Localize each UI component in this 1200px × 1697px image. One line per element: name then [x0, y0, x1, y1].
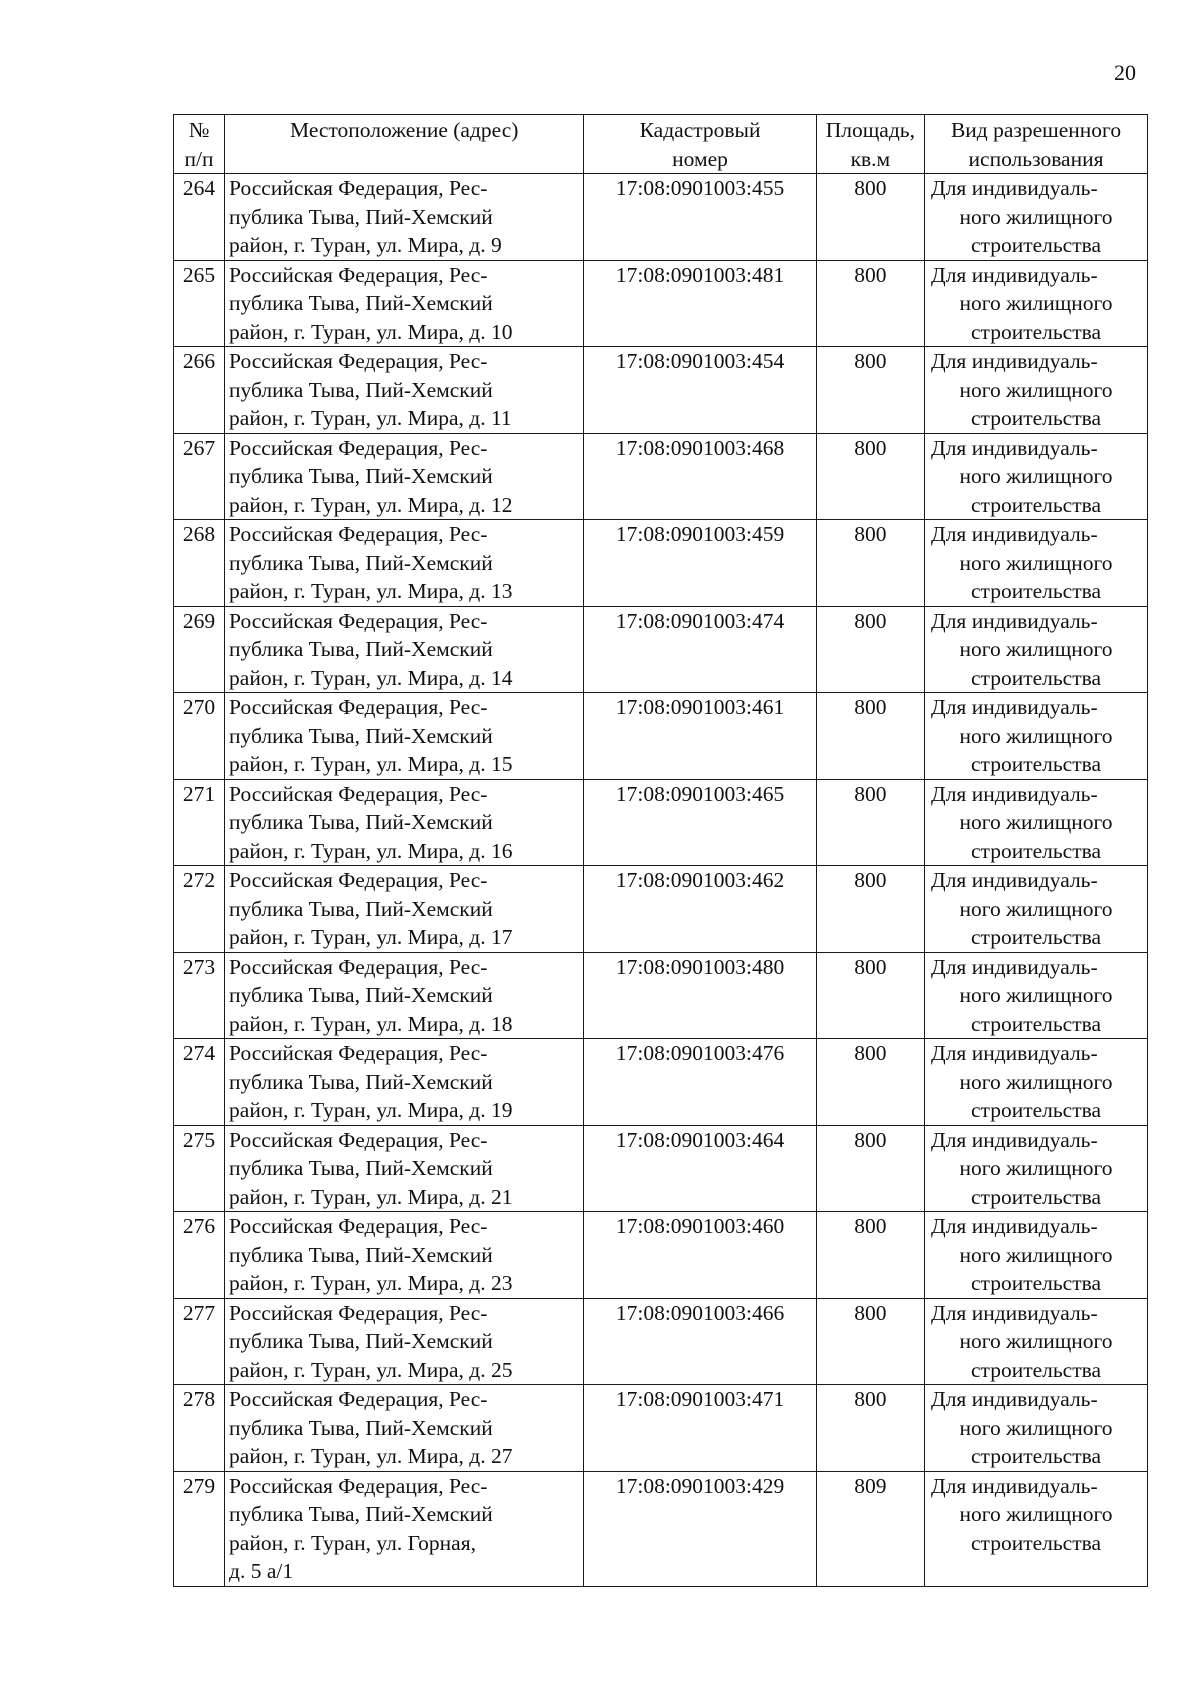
- header-use-line: использования: [968, 146, 1104, 171]
- header-cadastral-line: номер: [672, 146, 728, 171]
- row-number: 273: [182, 954, 216, 979]
- cadastral-number: 17:08:0901003:480: [615, 954, 785, 979]
- permitted-use-line: ного жилищного: [959, 896, 1113, 921]
- row-number-cell: [174, 866, 225, 953]
- address-cell: [225, 693, 584, 780]
- address-line: публика Тыва, Пий-Хемский: [229, 204, 493, 229]
- address-line: район, г. Туран, ул. Мира, д. 19: [229, 1098, 513, 1122]
- area-value: 800: [854, 781, 887, 806]
- area-cell: [816, 693, 924, 780]
- address-line: публика Тыва, Пий-Хемский: [229, 377, 493, 402]
- cadastral-cell: [584, 1298, 816, 1385]
- header-address: [225, 115, 584, 174]
- header-cadastral-line: Кадастровый: [639, 118, 761, 142]
- header-area-line: кв.м: [850, 146, 891, 171]
- cadastral-number: 17:08:0901003:462: [615, 868, 785, 892]
- permitted-use-cell: [925, 1385, 1148, 1472]
- permitted-use-line: Для индивидуаль-: [931, 1387, 1098, 1411]
- table-row: [174, 693, 1148, 780]
- permitted-use-line: ного жилищного: [959, 1415, 1113, 1440]
- address-line: район, г. Туран, ул. Горная,: [229, 1530, 476, 1555]
- permitted-use-line: ного жилищного: [959, 637, 1113, 661]
- permitted-use-line: ного жилищного: [959, 1069, 1113, 1094]
- address-cell: [225, 174, 584, 261]
- area-cell: [816, 1125, 924, 1212]
- cadastral-number: 17:08:0901003:474: [615, 608, 785, 633]
- cadastral-cell: [584, 1039, 816, 1126]
- area-value: 800: [854, 262, 887, 287]
- row-number-cell: [174, 779, 225, 866]
- address-line: Российская Федерация, Рес-: [229, 1214, 488, 1238]
- area-value: 800: [854, 1041, 887, 1065]
- area-cell: [816, 1471, 924, 1586]
- address-line: Российская Федерация, Рес-: [229, 695, 488, 719]
- address-line: публика Тыва, Пий-Хемский: [229, 1415, 493, 1440]
- address-line: Российская Федерация, Рес-: [229, 349, 488, 373]
- row-number: 267: [182, 435, 216, 460]
- row-number: 275: [182, 1127, 216, 1152]
- address-line: публика Тыва, Пий-Хемский: [229, 723, 493, 748]
- address-line: район, г. Туран, ул. Мира, д. 16: [229, 838, 513, 863]
- address-line: район, г. Туран, ул. Мира, д. 15: [229, 752, 513, 776]
- header-number-line: п/п: [184, 146, 214, 171]
- permitted-use-cell: [925, 520, 1148, 607]
- permitted-use-cell: [925, 606, 1148, 693]
- header-number-line: №: [188, 118, 210, 142]
- row-number: 277: [182, 1300, 216, 1325]
- permitted-use-cell: [925, 1039, 1148, 1126]
- cadastral-cell: [584, 1125, 816, 1212]
- address-line: публика Тыва, Пий-Хемский: [229, 637, 493, 661]
- table-row: [174, 866, 1148, 953]
- permitted-use-line: Для индивидуаль-: [931, 176, 1098, 200]
- table-row: [174, 952, 1148, 1039]
- address-cell: [225, 347, 584, 434]
- header-use: [925, 115, 1148, 174]
- address-line: Российская Федерация, Рес-: [229, 435, 488, 460]
- address-cell: [225, 952, 584, 1039]
- area-cell: [816, 1385, 924, 1472]
- cadastral-cell: [584, 952, 816, 1039]
- permitted-use-cell: [925, 866, 1148, 953]
- area-value: 800: [854, 522, 887, 546]
- table-row: [174, 347, 1148, 434]
- area-cell: [816, 606, 924, 693]
- cadastral-number: 17:08:0901003:466: [615, 1300, 785, 1325]
- address-line: Российская Федерация, Рес-: [229, 1127, 488, 1152]
- cadastral-number: 17:08:0901003:468: [615, 435, 785, 460]
- row-number-cell: [174, 260, 225, 347]
- permitted-use-line: ного жилищного: [959, 464, 1113, 488]
- area-value: 800: [854, 1387, 887, 1411]
- area-value: 800: [854, 349, 887, 373]
- address-line: район, г. Туран, ул. Мира, д. 11: [229, 406, 512, 430]
- permitted-use-cell: [925, 1125, 1148, 1212]
- row-number: 268: [182, 522, 216, 546]
- permitted-use-line: Для индивидуаль-: [931, 1300, 1098, 1325]
- address-line: Российская Федерация, Рес-: [229, 176, 488, 200]
- permitted-use-line: строительства: [971, 1357, 1102, 1382]
- area-cell: [816, 347, 924, 434]
- permitted-use-line: Для индивидуаль-: [931, 868, 1098, 892]
- permitted-use-line: строительства: [971, 1271, 1102, 1295]
- address-line: район, г. Туран, ул. Мира, д. 10: [229, 319, 513, 344]
- address-line: публика Тыва, Пий-Хемский: [229, 1242, 493, 1267]
- address-cell: [225, 866, 584, 953]
- cadastral-number: 17:08:0901003:455: [615, 176, 785, 200]
- permitted-use-cell: [925, 693, 1148, 780]
- permitted-use-line: строительства: [971, 752, 1102, 776]
- permitted-use-cell: [925, 1471, 1148, 1586]
- permitted-use-cell: [925, 1212, 1148, 1299]
- table-row: [174, 174, 1148, 261]
- permitted-use-line: ного жилищного: [959, 810, 1113, 834]
- cadastral-number: 17:08:0901003:465: [615, 781, 785, 806]
- area-value: 800: [854, 1214, 887, 1238]
- permitted-use-line: ного жилищного: [959, 1242, 1113, 1267]
- address-cell: [225, 260, 584, 347]
- cadastral-cell: [584, 866, 816, 953]
- table-row: [174, 260, 1148, 347]
- address-cell: [225, 1471, 584, 1586]
- permitted-use-line: Для индивидуаль-: [931, 262, 1098, 287]
- permitted-use-cell: [925, 433, 1148, 520]
- permitted-use-cell: [925, 779, 1148, 866]
- header-area: [816, 115, 924, 174]
- cadastral-cell: [584, 1471, 816, 1586]
- table-body: [174, 174, 1148, 1587]
- row-number: 272: [182, 868, 216, 892]
- row-number-cell: [174, 1298, 225, 1385]
- cadastral-cell: [584, 1385, 816, 1472]
- address-line: публика Тыва, Пий-Хемский: [229, 1069, 493, 1094]
- permitted-use-line: ного жилищного: [959, 204, 1113, 229]
- row-number: 276: [182, 1214, 216, 1238]
- row-number: 265: [182, 262, 216, 287]
- address-cell: [225, 1212, 584, 1299]
- area-value: 800: [854, 435, 887, 460]
- address-line: Российская Федерация, Рес-: [229, 1387, 488, 1411]
- header-use-line: Вид разрешенного: [950, 118, 1122, 142]
- area-value: 800: [854, 1127, 887, 1152]
- row-number: 266: [182, 349, 216, 373]
- permitted-use-cell: [925, 952, 1148, 1039]
- address-line: район, г. Туран, ул. Мира, д. 23: [229, 1271, 513, 1295]
- area-cell: [816, 1298, 924, 1385]
- permitted-use-line: строительства: [971, 1184, 1102, 1209]
- address-cell: [225, 1125, 584, 1212]
- cadastral-number: 17:08:0901003:471: [615, 1387, 785, 1411]
- table-row: [174, 606, 1148, 693]
- row-number-cell: [174, 1125, 225, 1212]
- cadastral-cell: [584, 520, 816, 607]
- address-line: публика Тыва, Пий-Хемский: [229, 983, 493, 1007]
- table-row: [174, 1125, 1148, 1212]
- cadastral-number: 17:08:0901003:464: [615, 1127, 785, 1152]
- cadastral-number: 17:08:0901003:459: [615, 522, 785, 546]
- permitted-use-line: строительства: [971, 1530, 1102, 1555]
- permitted-use-line: строительства: [971, 925, 1102, 949]
- address-line: Российская Федерация, Рес-: [229, 1300, 488, 1325]
- permitted-use-line: Для индивидуаль-: [931, 522, 1098, 546]
- permitted-use-line: Для индивидуаль-: [931, 435, 1098, 460]
- area-value: 800: [854, 1300, 887, 1325]
- address-cell: [225, 1298, 584, 1385]
- table-row: [174, 1385, 1148, 1472]
- row-number-cell: [174, 174, 225, 261]
- address-line: Российская Федерация, Рес-: [229, 868, 488, 892]
- address-line: публика Тыва, Пий-Хемский: [229, 1329, 493, 1353]
- address-cell: [225, 606, 584, 693]
- row-number: 278: [182, 1387, 216, 1411]
- row-number-cell: [174, 693, 225, 780]
- address-cell: [225, 433, 584, 520]
- permitted-use-line: строительства: [971, 665, 1102, 690]
- address-line: район, г. Туран, ул. Мира, д. 17: [229, 925, 513, 949]
- cadastral-cell: [584, 347, 816, 434]
- area-value: 800: [854, 176, 887, 200]
- cadastral-number: 17:08:0901003:454: [615, 349, 785, 373]
- address-line: публика Тыва, Пий-Хемский: [229, 1502, 493, 1526]
- address-line: публика Тыва, Пий-Хемский: [229, 464, 493, 488]
- cadastral-cell: [584, 606, 816, 693]
- permitted-use-line: ного жилищного: [959, 377, 1113, 402]
- address-line: Российская Федерация, Рес-: [229, 781, 488, 806]
- row-number: 274: [182, 1041, 216, 1065]
- table-header-row: [174, 115, 1148, 174]
- area-value: 800: [854, 868, 887, 892]
- area-value: 800: [854, 954, 887, 979]
- area-cell: [816, 520, 924, 607]
- row-number: 264: [182, 176, 216, 200]
- area-cell: [816, 433, 924, 520]
- table-row: [174, 433, 1148, 520]
- address-cell: [225, 1039, 584, 1126]
- page-number: 20: [1114, 60, 1136, 85]
- address-cell: [225, 1385, 584, 1472]
- permitted-use-line: Для индивидуаль-: [931, 1127, 1098, 1152]
- row-number-cell: [174, 606, 225, 693]
- area-cell: [816, 1212, 924, 1299]
- area-value: 800: [854, 695, 887, 719]
- row-number-cell: [174, 433, 225, 520]
- cadastral-number: 17:08:0901003:481: [615, 262, 785, 287]
- table-row: [174, 779, 1148, 866]
- permitted-use-cell: [925, 1298, 1148, 1385]
- permitted-use-line: ного жилищного: [959, 291, 1113, 315]
- address-line: публика Тыва, Пий-Хемский: [229, 896, 493, 921]
- address-line: публика Тыва, Пий-Хемский: [229, 1156, 493, 1180]
- address-cell: [225, 779, 584, 866]
- cadastral-cell: [584, 174, 816, 261]
- permitted-use-line: Для индивидуаль-: [931, 1041, 1098, 1065]
- header-cadastral: [584, 115, 816, 174]
- cadastral-number: 17:08:0901003:476: [615, 1041, 785, 1065]
- row-number: 271: [182, 781, 216, 806]
- address-line: район, г. Туран, ул. Мира, д. 12: [229, 492, 513, 517]
- address-line: Российская Федерация, Рес-: [229, 262, 488, 287]
- row-number-cell: [174, 1385, 225, 1472]
- permitted-use-line: ного жилищного: [959, 1329, 1113, 1353]
- permitted-use-cell: [925, 347, 1148, 434]
- table-row: [174, 1471, 1148, 1586]
- table-row: [174, 1212, 1148, 1299]
- cadastral-number: 17:08:0901003:460: [615, 1214, 785, 1238]
- row-number: 279: [182, 1473, 216, 1498]
- address-line: публика Тыва, Пий-Хемский: [229, 291, 493, 315]
- permitted-use-line: ного жилищного: [959, 1156, 1113, 1180]
- address-line: район, г. Туран, ул. Мира, д. 14: [229, 665, 513, 690]
- address-line: район, г. Туран, ул. Мира, д. 13: [229, 579, 513, 603]
- permitted-use-line: Для индивидуаль-: [931, 695, 1098, 719]
- area-cell: [816, 1039, 924, 1126]
- permitted-use-line: ного жилищного: [959, 550, 1113, 575]
- permitted-use-line: ного жилищного: [959, 1502, 1113, 1526]
- area-cell: [816, 866, 924, 953]
- permitted-use-line: строительства: [971, 838, 1102, 863]
- row-number: 270: [182, 695, 216, 719]
- address-line: Российская Федерация, Рес-: [229, 522, 488, 546]
- address-line: район, г. Туран, ул. Мира, д. 25: [229, 1357, 513, 1382]
- permitted-use-line: Для индивидуаль-: [931, 1473, 1098, 1498]
- address-line: Российская Федерация, Рес-: [229, 1473, 488, 1498]
- table-row: [174, 1039, 1148, 1126]
- permitted-use-cell: [925, 174, 1148, 261]
- address-line: д. 5 а/1: [229, 1559, 294, 1583]
- area-cell: [816, 174, 924, 261]
- cadastral-cell: [584, 1212, 816, 1299]
- row-number-cell: [174, 952, 225, 1039]
- address-line: публика Тыва, Пий-Хемский: [229, 550, 493, 575]
- permitted-use-line: Для индивидуаль-: [931, 608, 1098, 633]
- permitted-use-line: строительства: [971, 406, 1102, 430]
- cadastral-cell: [584, 260, 816, 347]
- header-number: [174, 115, 225, 174]
- cadastral-cell: [584, 433, 816, 520]
- address-line: район, г. Туран, ул. Мира, д. 21: [229, 1184, 513, 1209]
- area-cell: [816, 952, 924, 1039]
- permitted-use-line: строительства: [971, 1011, 1102, 1036]
- cadastral-number: 17:08:0901003:461: [615, 695, 785, 719]
- permitted-use-line: строительства: [971, 1444, 1102, 1468]
- area-value: 800: [854, 608, 887, 633]
- row-number-cell: [174, 347, 225, 434]
- land-plots-table: [173, 114, 1148, 1587]
- cadastral-cell: [584, 693, 816, 780]
- area-cell: [816, 260, 924, 347]
- permitted-use-line: строительства: [971, 319, 1102, 344]
- row-number-cell: [174, 1471, 225, 1586]
- permitted-use-line: строительства: [971, 492, 1102, 517]
- address-line: Российская Федерация, Рес-: [229, 608, 488, 633]
- permitted-use-line: Для индивидуаль-: [931, 781, 1098, 806]
- cadastral-number: 17:08:0901003:429: [615, 1473, 785, 1498]
- permitted-use-line: строительства: [971, 1098, 1102, 1122]
- table-row: [174, 520, 1148, 607]
- permitted-use-line: Для индивидуаль-: [931, 1214, 1098, 1238]
- header-address-line: Местоположение (адрес): [289, 118, 519, 142]
- address-line: Российская Федерация, Рес-: [229, 954, 488, 979]
- address-line: район, г. Туран, ул. Мира, д. 27: [229, 1444, 513, 1468]
- address-line: район, г. Туран, ул. Мира, д. 18: [229, 1011, 513, 1036]
- area-value: 809: [854, 1473, 887, 1498]
- header-area-line: Площадь,: [825, 118, 915, 142]
- row-number-cell: [174, 1039, 225, 1126]
- address-line: публика Тыва, Пий-Хемский: [229, 810, 493, 834]
- row-number: 269: [182, 608, 216, 633]
- permitted-use-line: ного жилищного: [959, 983, 1113, 1007]
- cadastral-cell: [584, 779, 816, 866]
- permitted-use-line: строительства: [971, 579, 1102, 603]
- permitted-use-line: строительства: [971, 233, 1102, 257]
- table-row: [174, 1298, 1148, 1385]
- address-line: район, г. Туран, ул. Мира, д. 9: [229, 233, 502, 257]
- area-cell: [816, 779, 924, 866]
- permitted-use-line: Для индивидуаль-: [931, 349, 1098, 373]
- permitted-use-cell: [925, 260, 1148, 347]
- address-cell: [225, 520, 584, 607]
- permitted-use-line: Для индивидуаль-: [931, 954, 1098, 979]
- row-number-cell: [174, 520, 225, 607]
- row-number-cell: [174, 1212, 225, 1299]
- permitted-use-line: ного жилищного: [959, 723, 1113, 748]
- address-line: Российская Федерация, Рес-: [229, 1041, 488, 1065]
